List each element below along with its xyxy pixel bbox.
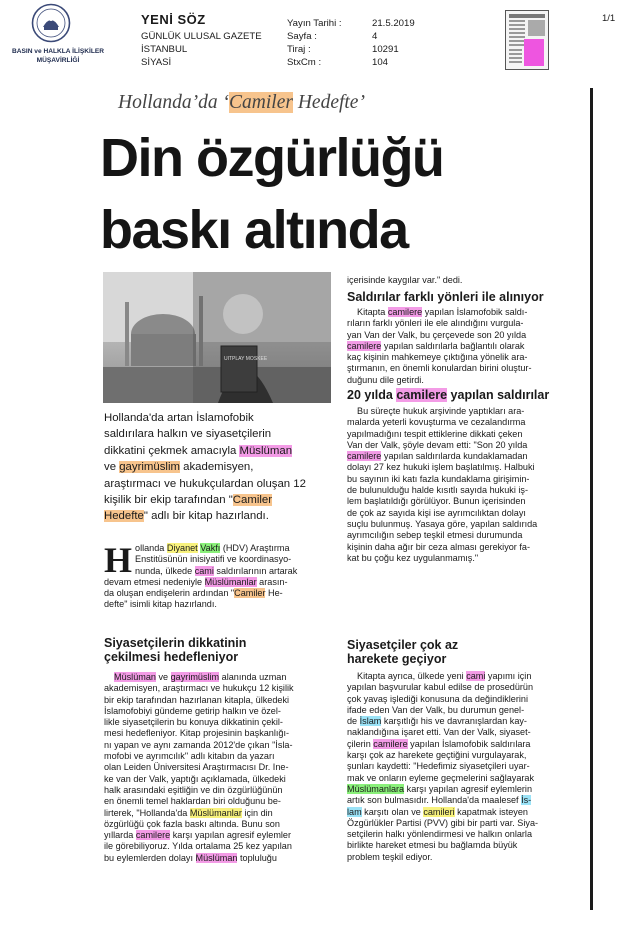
text-line: lirterek, "Hollanda'da Müslümanlar için din [104,807,273,818]
meta-label: StxCm : [287,57,322,68]
text-line: Kitapta camilere yapılan İslamofobik saldı- [357,307,528,317]
text-line: çok yavaş işlediği konusuna da değindiklerini [347,693,528,704]
text-line: kaç kişinin mahkemeye çıktığına yönelik ara- [347,352,528,363]
text-line: Bu süreçte hukuk arşivinde yaptıkları ara- [357,406,525,416]
text-line: malarda yeterli kovuşturma ve cezalandırma [347,417,526,428]
right-column-body-3 [347,671,579,863]
text-line: kat bu çoğu kez uygulanmamış." [347,552,479,563]
meta-label: Sayfa : [287,31,317,42]
text-line: de bulunulduğu halde kısıtlı sayıda hukuki iş- [347,485,528,496]
text-line: Enstitüsünün inisiyatifi ve koordinasyo- [135,554,292,565]
right-column-top [347,275,579,286]
left-subhead: Siyasetçilerin dikkatinin çekilmesi hedefleniyor [104,636,247,664]
lead-line: kişilik bir ekip tarafından "Camiler [104,494,273,507]
text-line: devam etmesi nedeniyle Müslümanlar arasın- [104,576,288,587]
text-line: suçlu bulunmuş. Yasaya göre, yapılan saldırıda [347,518,538,529]
text-line: Van der Valk, şöyle devam etti: "Son 20 yılda [347,439,528,450]
meta-labels [287,17,342,69]
lead-line: Hollanda'da artan İslamofobik [104,412,254,424]
text-line: defte" isimli kitap hazırlandı. [104,599,217,610]
text-line: ile görebiliyoruz. Yılda ortalama 25 kez yapılan [104,841,292,852]
text-line: şunları kaydetti: "Hedefimiz siyasetçileri uyar- [347,761,530,772]
text-line: Müslüman ve gayrimüslim alanında uzman [114,672,287,682]
stxcm: 104 [372,57,389,68]
headline-line-1: Din özgürlüğü [100,128,444,188]
lead-line: saldırılara halkın ve siyasetçilerin [104,428,272,441]
lead-line: Hedefte" adlı bir kitap hazırlandı. [104,510,269,523]
lead-line: dikkatini çekmek amacıyla Müslüman [104,444,293,457]
text-line: lem başlatıldığı görülüyor. Bunun içerisinden [347,496,526,507]
text-line: en önemli temel haklardan biri olduğunu be- [104,796,281,807]
text-line: lam karşıtı olan ve camileri kapatmak isteyen [347,806,528,817]
text-line: bir ekip tarafından hazırlanan kitapla, ülkedeki [104,694,290,705]
right-column-body-1 [347,307,579,386]
lead-line: ve gayrimüslim akademisyen, [104,461,254,474]
text-line: birlikte hareket etmesi bu bağlamda büyük [347,840,518,851]
text-line: nı yapan ve aynı zamanda 2012'de çıkan "İsla- [104,739,293,750]
text-line: dolayı 27 kez hukuki işlem başlatılmış. Halbuki [347,462,535,473]
text-line: ifade eden Van der Valk, bu durumun genel- [347,704,525,715]
page-number: 4 [372,31,378,42]
text-line: artık son bulmasıdır. Hollanda'da maalesef İs- [347,795,532,806]
left-column-body [104,672,334,864]
text-line: halk arasındaki eşitliğin ve din özgürlüğünün [104,784,283,795]
text-line: yapılmadığını tespit ettiklerine dikkati çeken [347,428,523,439]
text-line: olan Leiden Üniversitesi Araştırmacısı Dr. Ine- [104,762,289,773]
text-line: mak ve onların eyleme geçmelerini sağlayarak [347,772,535,783]
kicker-highlight: Camiler [229,92,293,113]
text-line: duğunu dile getirdi. [347,374,424,385]
text-line: Özgürlükler Partisi (PVV) gibi bir parti var. Siya- [347,817,539,828]
text-line: setçilerin halkı yönlendirmesi ve halkın onlarla [347,829,532,840]
page-thumbnail[interactable] [505,10,549,70]
right-subhead-1: Saldırılar farklı yönleri ile alınıyor [347,290,544,304]
text-line: özgürlüğü çok fazla baskı altında. Bunu son [104,818,280,829]
text-line: yapılan başvurular kabul edilse de prosedürün [347,682,534,693]
text-line: Kitapta ayrıca, ülkede yeni cami yapımı için [357,671,532,681]
text-line: karşı çok az harekete geçtiğini vurgulayarak, [347,750,527,761]
text-line: mesi hedefleniyor. Kitap projesinin başkanlığı- [104,728,290,739]
text-line: kişinin daha ağır bir ceza alması gerekiyor fa- [347,541,530,552]
text-line: da oluşan endişelerin ardından "Camiler He- [104,588,283,599]
publication-name: YENİ SÖZ [141,12,206,27]
text-line: rıların farklı yönleri ile ele alındığını vurgula- [347,318,524,329]
article-photo [103,272,331,403]
agency-name: BASIN ve HALKLA İLİŞKİLER MÜŞAVİRLİĞİ [11,48,105,64]
article-lead [104,410,334,525]
meta-label: Tiraj : [287,44,311,55]
text-line: akademisyen, araştırmacı ve hukukçu 12 kişilik [104,683,294,694]
text-line: de çok az sayıda kişi ise ayrımcılıktan dolayı [347,507,526,518]
right-column-body-2 [347,406,579,564]
publication-category: SİYASİ [141,57,172,68]
drop-cap: H [104,540,133,580]
right-subhead-3: Siyasetçiler çok az harekete geçiyor [347,638,459,666]
publish-date: 21.5.2019 [372,18,415,29]
column-rule [590,88,593,910]
text-line: camilere yapılan saldırılarla bağlantılı olarak [347,340,525,351]
text-line: bu eylemlerden dolayı Müslüman topluluğu [104,852,277,863]
page-indicator: 1/1 [602,13,616,24]
text-line: ayrımcılığın sebep teşkil etmesi durumunda [347,530,523,541]
text-line: camilere yapılan saldırılarda kundaklamadan [347,451,528,462]
right-subhead-2: 20 yılda camilere yapılan saldırılar [347,388,550,402]
text-line: yan Van der Valk, bu çerçevede son 20 yılda [347,329,527,340]
text-line: ollanda Diyanet Vakfı (HDV) Araştırma [135,543,290,553]
text-line: içerisinde kaygılar var." dedi. [347,275,463,285]
text-line: de İslam karşıtlığı his ve davranışlardan kay- [347,716,527,727]
book-cover-text: UITPLAY MOSKEE [224,356,268,362]
text-line: naklandığına işaret etti. Van der Valk, siyaset- [347,727,531,738]
text-line: çilerin camilere yapılan İslamofobik saldırılara [347,738,531,749]
agency-logo-seal [31,3,71,43]
text-line: nunda, ülkede cami saldırılarının artarak [135,565,298,576]
text-line: bu sayının iki katı fazla kundaklama girişimin- [347,473,530,484]
text-line: ştırmanın, en önemli konulardan birini oluştur- [347,363,532,374]
text-line: Müslümanlara karşı yapılan agresif eylemlerin [347,783,532,794]
article-intro [104,540,335,611]
text-line: yıllarda camilere karşı yapılan agresif eylemler [104,830,292,841]
headline-line-2: baskı altında [100,200,408,260]
text-line: problem teşkil ediyor. [347,851,433,862]
text-line: İslamofobiyi gündeme getirip halkın ve özel- [104,705,281,716]
text-line: likle siyasetçilerin bu konuya dikkatinin çekil- [104,717,283,728]
lead-line: araştırmacı ve hukukçulardan oluşan 12 [104,477,306,490]
text-line: ke van der Valk, yaptığı açıklamada, ülkedeki [104,773,286,784]
circulation: 10291 [372,44,399,55]
meta-label: Yayın Tarihi : [287,18,342,29]
publication-city: İSTANBUL [141,44,188,55]
text-line: mofobi ve ayrımcılık" adlı kitabın da yazarı [104,751,275,762]
article-kicker: Hollanda’da ‘Camiler Hedefte’ [118,92,365,113]
meta-values [372,17,415,69]
publication-type: GÜNLÜK ULUSAL GAZETE [141,31,262,42]
publication-info [141,30,262,69]
